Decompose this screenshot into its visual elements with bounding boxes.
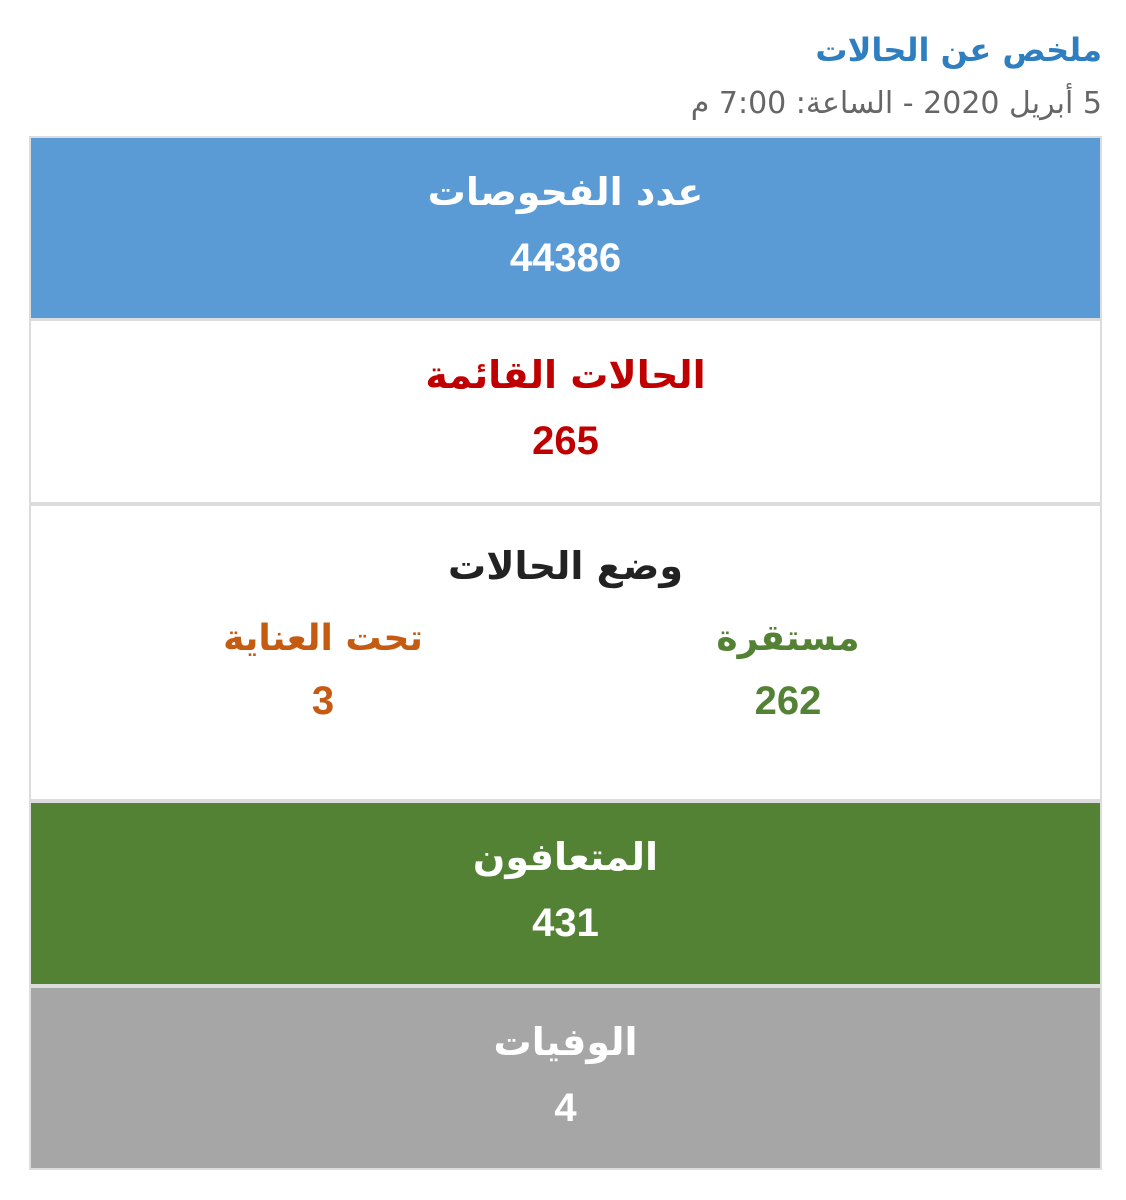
deaths-label: الوفيات [493, 1020, 638, 1064]
stable-label: مستقرة [716, 618, 860, 659]
icu-label: تحت العناية [223, 618, 423, 659]
icu-cases [123, 618, 523, 724]
active-cases-value: 265 [532, 419, 599, 463]
page-title: ملخص عن الحالات [815, 31, 1102, 69]
case-status-label: وضع الحالات [448, 544, 683, 588]
report-timestamp: 5 أبريل 2020 - الساعة: 7:00 م [690, 86, 1102, 121]
recovered-value: 431 [532, 901, 599, 945]
summary-table [29, 136, 1102, 1170]
header [102, 24, 1102, 128]
recovered-label: المتعافون [472, 835, 659, 879]
tests-row [31, 138, 1100, 318]
tests-label: عدد الفحوصات [427, 170, 704, 214]
active-cases-row [31, 321, 1100, 502]
stable-cases [588, 618, 988, 724]
icu-value: 3 [311, 679, 335, 723]
stable-value: 262 [754, 679, 822, 723]
active-cases-label: الحالات القائمة [425, 353, 706, 397]
deaths-row [31, 988, 1100, 1168]
recovered-row [31, 803, 1100, 984]
deaths-value: 4 [554, 1086, 577, 1130]
tests-value: 44386 [509, 236, 622, 280]
case-status-row [31, 506, 1100, 799]
